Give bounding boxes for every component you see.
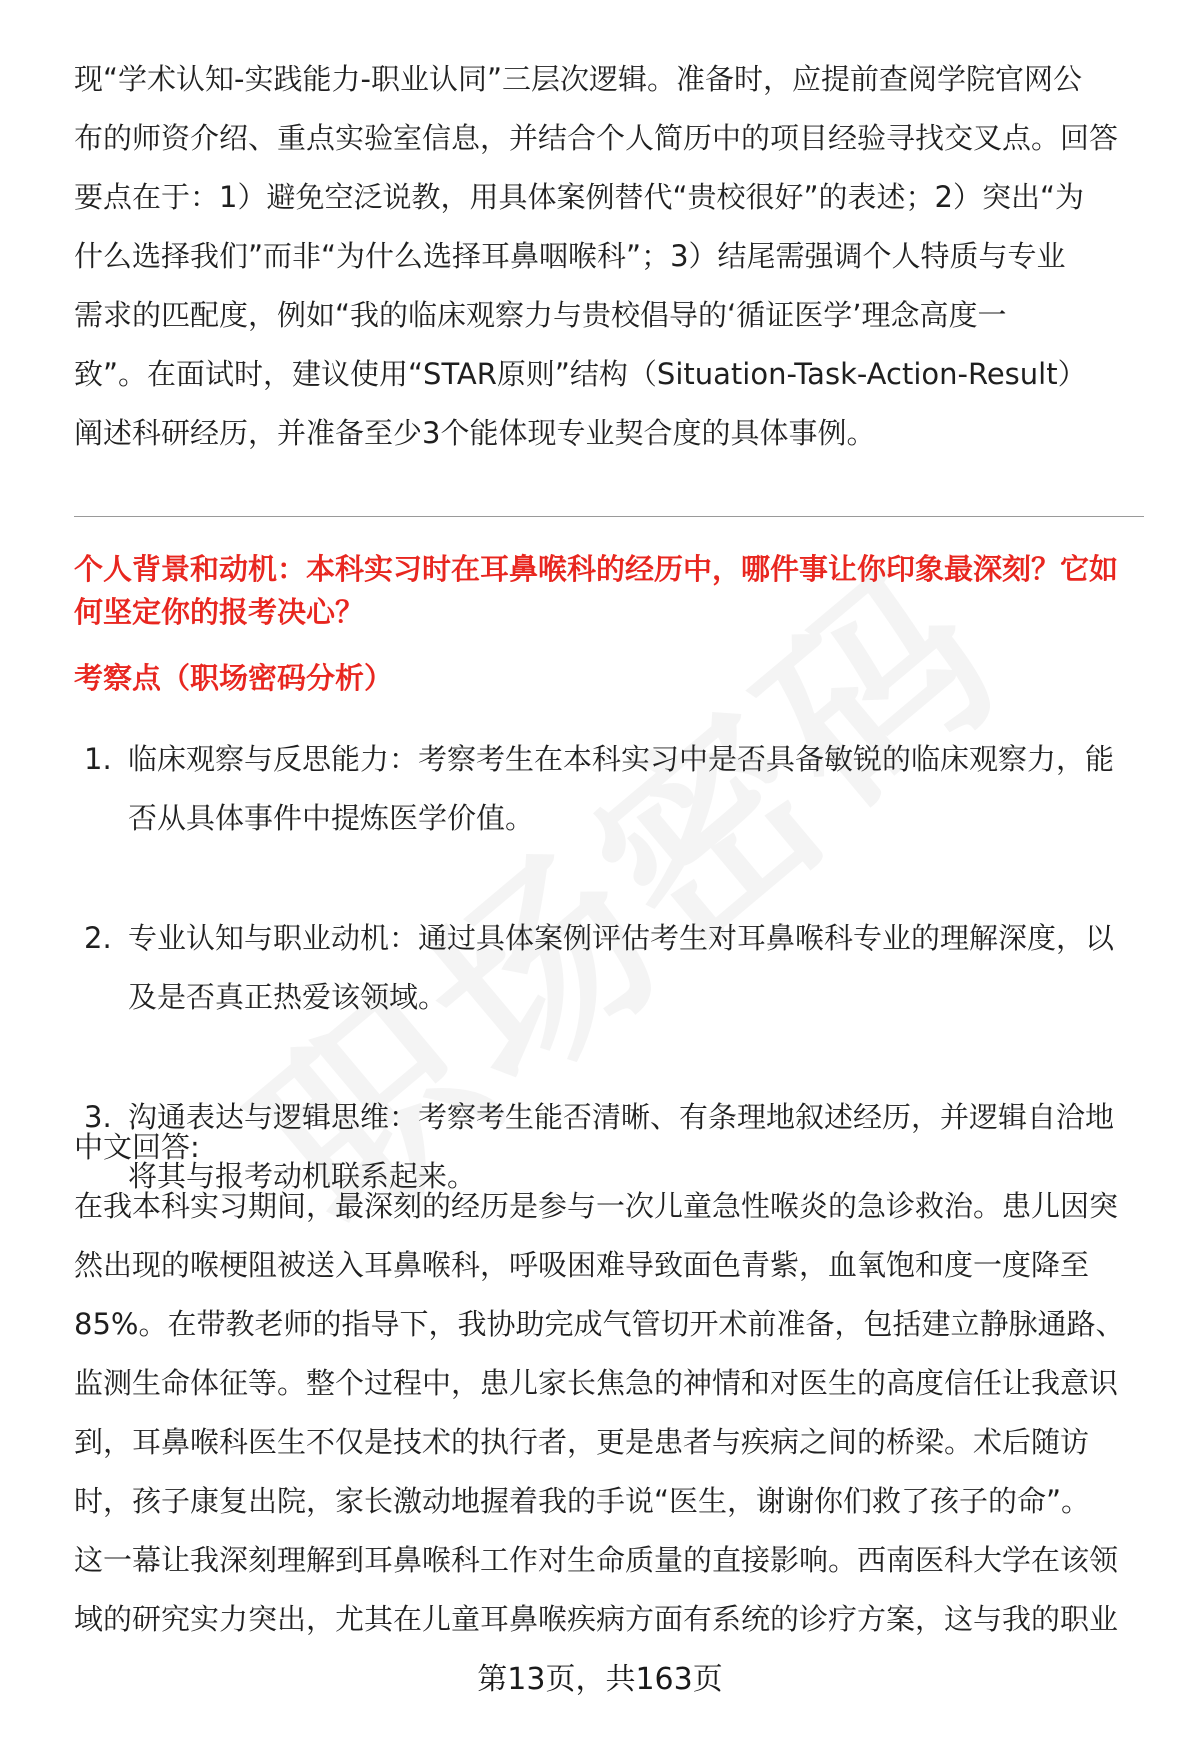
text-line: 临床观察与反思能力：考察考生在本科实习中是否具备敏锐的临床观察力，能 — [128, 742, 1115, 776]
list-item — [74, 909, 1154, 1088]
text-line: 时，孩子康复出院，家长激动地握着我的手说“医生，谢谢你们救了孩子的命”。 — [74, 1484, 1091, 1518]
text-line: 什么选择我们”而非“为什么选择耳鼻咽喉科”；3）结尾需强调个人特质与专业 — [74, 239, 1066, 273]
text-line: 专业认知与职业动机：通过具体案例评估考生对耳鼻喉科专业的理解深度，以 — [128, 921, 1115, 955]
list-item-text — [128, 909, 1148, 1027]
section-divider — [74, 516, 1144, 517]
list-number: 1. — [84, 742, 112, 776]
intro-paragraph — [74, 50, 1144, 463]
text-line: 要点在于：1）避免空泛说教，用具体案例替代“贵校很好”的表述；2）突出“为 — [74, 180, 1084, 214]
answer-paragraph — [74, 1177, 1144, 1649]
text-line: 现“学术认知-实践能力-职业认同”三层次逻辑。准备时，应提前查阅学院官网公 — [74, 62, 1082, 96]
text-line: 否从具体事件中提炼医学价值。 — [128, 801, 535, 835]
list-number: 2. — [84, 921, 112, 955]
page-number: 第13页，共163页 — [477, 1662, 723, 1697]
text-line: 及是否真正热爱该领域。 — [128, 980, 448, 1014]
text-line: 需求的匹配度，例如“我的临床观察力与贵校倡导的‘循证医学’理念高度一 — [74, 298, 1007, 332]
list-number: 3. — [84, 1100, 112, 1134]
text-line: 沟通表达与逻辑思维：考察考生能否清晰、有条理地叙述经历，并逻辑自洽地 — [128, 1100, 1115, 1134]
question-line: 个人背景和动机：本科实习时在耳鼻喉科的经历中，哪件事让你印象最深刻？它如 — [74, 552, 1119, 586]
text-line: 域的研究实力突出，尤其在儿童耳鼻喉疾病方面有系统的诊疗方案，这与我的职业 — [74, 1602, 1119, 1636]
text-line: 监测生命体征等。整个过程中，患儿家长焦急的神情和对医生的高度信任让我意识 — [74, 1366, 1119, 1400]
text-line: 阐述科研经历，并准备至少3个能体现专业契合度的具体事例。 — [74, 416, 876, 450]
question-line: 何坚定你的报考决心？ — [74, 595, 365, 629]
section-title: 考察点（职场密码分析） — [74, 661, 394, 695]
text-line: 然出现的喉梗阻被送入耳鼻喉科，呼吸困难导致面色青紫，血氧饱和度一度降至 — [74, 1248, 1090, 1282]
text-line: 在我本科实习期间，最深刻的经历是参与一次儿童急性喉炎的急诊救治。患儿因突 — [74, 1189, 1119, 1223]
text-line: 到，耳鼻喉科医生不仅是技术的执行者，更是患者与疾病之间的桥梁。术后随访 — [74, 1425, 1090, 1459]
text-line: 将其与报考动机联系起来。 — [128, 1159, 477, 1193]
text-line: 这一幕让我深刻理解到耳鼻喉科工作对生命质量的直接影响。西南医科大学在该领 — [74, 1543, 1119, 1577]
list-item — [74, 730, 1154, 909]
answer-label: 中文回答: — [74, 1130, 200, 1164]
text-line: 致”。在面试时，建议使用“STAR原则”结构（Situation-Task-Action-Result） — [74, 357, 1087, 391]
text-line: 85%。在带教老师的指导下，我协助完成气管切开术前准备，包括建立静脉通路、 — [74, 1307, 1125, 1341]
question-heading — [74, 548, 1154, 634]
list-item-text — [128, 730, 1148, 848]
text-line: 布的师资介绍、重点实验室信息，并结合个人简历中的项目经验寻找交叉点。回答 — [74, 121, 1119, 155]
